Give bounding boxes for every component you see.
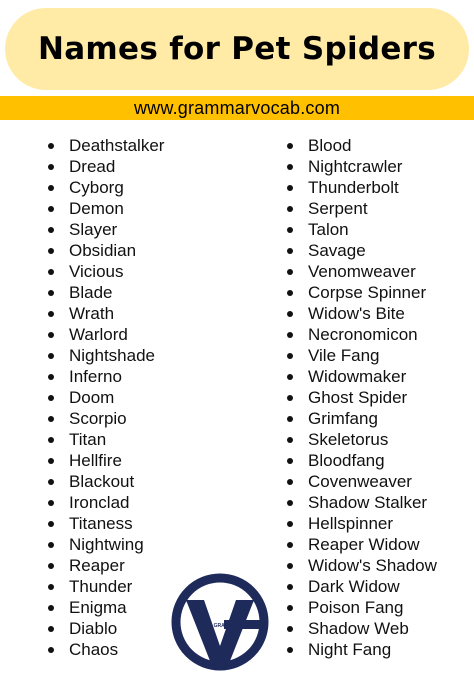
bullet-icon: [48, 521, 54, 527]
bullet-icon: [287, 437, 293, 443]
spider-name: Thunderbolt: [308, 178, 399, 197]
spider-name: Night Fang: [308, 640, 392, 659]
list-item: [48, 303, 164, 324]
list-item: [287, 303, 437, 324]
spider-name: Chaos: [69, 640, 119, 659]
spider-name: Venomweaver: [308, 262, 416, 281]
spider-name: Bloodfang: [308, 451, 385, 470]
bullet-icon: [287, 143, 293, 149]
spider-name: Enigma: [69, 598, 127, 617]
spider-name: Vile Fang: [308, 346, 380, 365]
spider-name: Cyborg: [69, 178, 124, 197]
list-item: [287, 408, 437, 429]
website-bar: [0, 96, 474, 120]
spider-name: Thunder: [69, 577, 133, 596]
list-item: [48, 471, 164, 492]
spider-name: Corpse Spinner: [308, 283, 427, 302]
bullet-icon: [48, 290, 54, 296]
spider-name: Blackout: [69, 472, 135, 491]
spider-name: Hellspinner: [308, 514, 394, 533]
list-item: [48, 366, 164, 387]
bullet-icon: [287, 563, 293, 569]
spider-name: Hellfire: [69, 451, 122, 470]
spider-name: Diablo: [69, 619, 118, 638]
spider-name: Savage: [308, 241, 366, 260]
spider-name: Nightcrawler: [308, 157, 403, 176]
spider-name: Demon: [69, 199, 124, 218]
bullet-icon: [287, 164, 293, 170]
list-item: [287, 576, 437, 597]
bullet-icon: [287, 206, 293, 212]
list-item: [48, 282, 164, 303]
bullet-icon: [48, 500, 54, 506]
bullet-icon: [287, 227, 293, 233]
bullet-icon: [48, 563, 54, 569]
bullet-icon: [48, 479, 54, 485]
spider-name: Deathstalker: [69, 136, 165, 155]
spider-name: Nightwing: [69, 535, 144, 554]
list-item: [287, 387, 437, 408]
list-item: [48, 534, 164, 555]
spider-name: Poison Fang: [308, 598, 404, 617]
list-item: [48, 345, 164, 366]
bullet-icon: [48, 647, 54, 653]
list-item: [48, 198, 164, 219]
list-item: [48, 135, 164, 156]
spider-name: Warlord: [69, 325, 128, 344]
list-item: [287, 345, 437, 366]
bullet-icon: [48, 416, 54, 422]
bullet-icon: [287, 353, 293, 359]
spider-name: Necronomicon: [308, 325, 418, 344]
spider-name: Scorpio: [69, 409, 127, 428]
list-item: [48, 618, 164, 639]
spider-name: Dark Widow: [308, 577, 400, 596]
bullet-icon: [287, 332, 293, 338]
logo-text: GRAMMARVOCAB: [213, 623, 259, 629]
spider-name: Reaper Widow: [308, 535, 420, 554]
bullet-icon: [287, 584, 293, 590]
bullet-icon: [287, 521, 293, 527]
bullet-icon: [287, 626, 293, 632]
title-banner: [5, 8, 469, 90]
bullet-icon: [48, 542, 54, 548]
list-item: [48, 450, 164, 471]
bullet-icon: [48, 185, 54, 191]
spider-name: Shadow Stalker: [308, 493, 428, 512]
bullet-icon: [287, 290, 293, 296]
list-item: [48, 219, 164, 240]
bullet-icon: [48, 143, 54, 149]
list-item: [48, 576, 164, 597]
list-item: [287, 534, 437, 555]
spider-name: Obsidian: [69, 241, 137, 260]
list-item: [287, 156, 437, 177]
spider-name: Nightshade: [69, 346, 156, 365]
names-list-right: [287, 135, 437, 660]
bullet-icon: [287, 605, 293, 611]
spider-name: Inferno: [69, 367, 122, 386]
bullet-icon: [48, 164, 54, 170]
spider-name: Shadow Web: [308, 619, 409, 638]
spider-name: Reaper: [69, 556, 125, 575]
spider-name: Wrath: [69, 304, 115, 323]
page-title: Names for Pet Spiders: [37, 31, 437, 67]
list-item: [48, 177, 164, 198]
list-item: [287, 261, 437, 282]
list-item: [287, 555, 437, 576]
spider-name: Grimfang: [308, 409, 378, 428]
bullet-icon: [48, 626, 54, 632]
spider-name: Serpent: [308, 199, 368, 218]
list-item: [287, 513, 437, 534]
list-item: [48, 513, 164, 534]
list-item: [287, 492, 437, 513]
bullet-icon: [287, 374, 293, 380]
list-item: [48, 387, 164, 408]
list-item: [287, 219, 437, 240]
list-item: [48, 429, 164, 450]
website-url: www.grammarvocab.com: [133, 97, 341, 118]
bullet-icon: [287, 500, 293, 506]
list-item: [48, 324, 164, 345]
spider-name: Titaness: [69, 514, 133, 533]
list-item: [287, 597, 437, 618]
spider-name: Widow's Bite: [308, 304, 405, 323]
spider-name: Widowmaker: [308, 367, 407, 386]
spider-name: Slayer: [69, 220, 118, 239]
bullet-icon: [48, 227, 54, 233]
spider-name: Covenweaver: [308, 472, 412, 491]
list-item: [48, 492, 164, 513]
spider-name: Dread: [69, 157, 116, 176]
bullet-icon: [48, 311, 54, 317]
bullet-icon: [48, 605, 54, 611]
list-item: [287, 324, 437, 345]
bullet-icon: [287, 647, 293, 653]
list-item: [48, 261, 164, 282]
bullet-icon: [287, 542, 293, 548]
list-item: [48, 240, 164, 261]
spider-name: Blood: [308, 136, 352, 155]
bullet-icon: [48, 584, 54, 590]
bullet-icon: [48, 437, 54, 443]
names-list-left: [48, 135, 164, 660]
bullet-icon: [287, 395, 293, 401]
spider-name: Vicious: [69, 262, 124, 281]
bullet-icon: [48, 248, 54, 254]
spider-name: Talon: [308, 220, 349, 239]
list-item: [287, 639, 437, 660]
list-item: [287, 450, 437, 471]
list-item: [287, 177, 437, 198]
grammarvocab-logo: [170, 572, 270, 672]
bullet-icon: [287, 248, 293, 254]
list-item: [287, 135, 437, 156]
bullet-icon: [287, 311, 293, 317]
spider-name: Titan: [69, 430, 107, 449]
bullet-icon: [287, 458, 293, 464]
list-item: [287, 198, 437, 219]
spider-name: Doom: [69, 388, 115, 407]
spider-name: Ghost Spider: [308, 388, 408, 407]
bullet-icon: [287, 416, 293, 422]
spider-name: Widow's Shadow: [308, 556, 437, 575]
spider-name: Blade: [69, 283, 113, 302]
bullet-icon: [287, 185, 293, 191]
list-item: [48, 156, 164, 177]
list-item: [287, 282, 437, 303]
bullet-icon: [287, 269, 293, 275]
bullet-icon: [48, 332, 54, 338]
list-item: [287, 429, 437, 450]
spider-name: Ironclad: [69, 493, 130, 512]
bullet-icon: [48, 458, 54, 464]
g-logo-icon: [170, 572, 270, 672]
list-item: [48, 639, 164, 660]
bullet-icon: [48, 269, 54, 275]
list-item: [287, 471, 437, 492]
bullet-icon: [48, 374, 54, 380]
bullet-icon: [48, 395, 54, 401]
bullet-icon: [287, 479, 293, 485]
bullet-icon: [48, 353, 54, 359]
list-item: [287, 240, 437, 261]
list-item: [48, 555, 164, 576]
spider-name: Skeletorus: [308, 430, 389, 449]
list-item: [287, 366, 437, 387]
list-item: [287, 618, 437, 639]
bullet-icon: [48, 206, 54, 212]
list-item: [48, 597, 164, 618]
list-item: [48, 408, 164, 429]
